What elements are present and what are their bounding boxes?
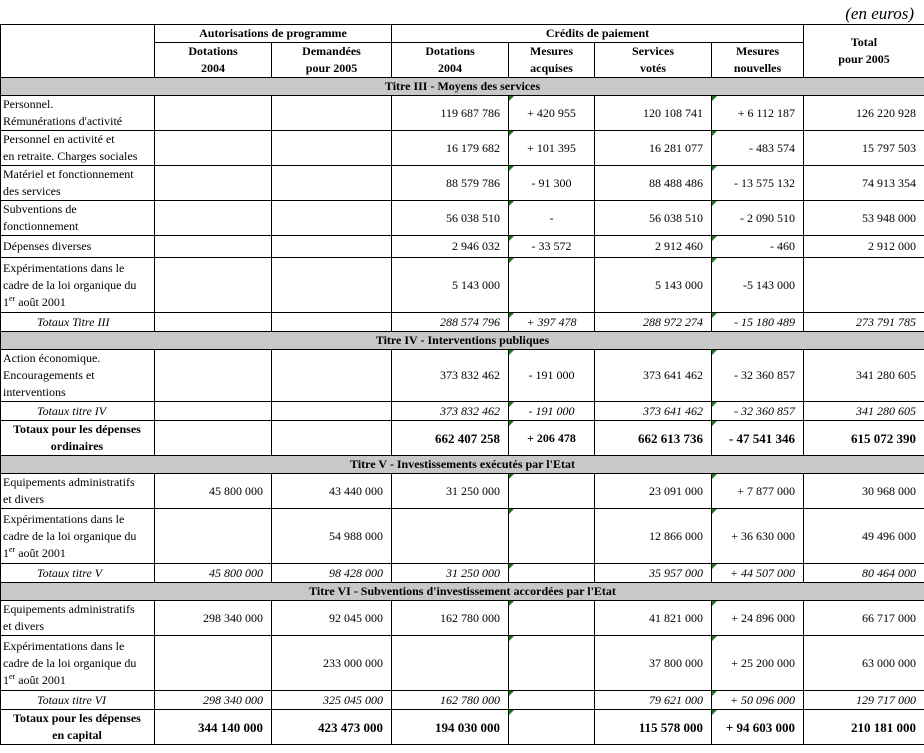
value-cell: + 44 507 000	[712, 564, 804, 583]
value-cell	[509, 636, 595, 691]
value-cell: 79 621 000	[595, 691, 712, 710]
value-cell: + 7 877 000	[712, 474, 804, 509]
row-label: Totaux titre IV	[1, 402, 155, 421]
value-cell: - 13 575 132	[712, 166, 804, 201]
value-cell: + 25 200 000	[712, 636, 804, 691]
row-label: Dépenses diverses	[1, 236, 155, 258]
row-label: Expérimentations dans le cadre de la loi organique du 1er août 2001	[1, 258, 155, 313]
value-cell	[509, 474, 595, 509]
value-cell: 56 038 510	[595, 201, 712, 236]
unit-caption: (en euros)	[845, 4, 914, 23]
value-cell: - 191 000	[509, 402, 595, 421]
row-label: Matériel et fonctionnement des services	[1, 166, 155, 201]
value-cell: + 206 478	[509, 421, 595, 456]
value-cell	[272, 421, 392, 456]
value-cell: 129 717 000	[804, 691, 924, 710]
value-cell: 56 038 510	[392, 201, 509, 236]
value-cell: 341 280 605	[804, 350, 924, 402]
row-label: Totaux Titre III	[1, 313, 155, 332]
value-cell: 273 791 785	[804, 313, 924, 332]
value-cell: - 91 300	[509, 166, 595, 201]
value-cell	[155, 509, 272, 564]
value-cell: 615 072 390	[804, 421, 924, 456]
value-cell	[272, 402, 392, 421]
value-cell: + 94 603 000	[712, 710, 804, 745]
section-title-v: Titre V - Investissements exécutés par l'Etat	[1, 456, 924, 474]
row-label: Totaux pour les dépenses en capital	[1, 710, 155, 745]
value-cell: 373 641 462	[595, 402, 712, 421]
value-cell: - 460	[712, 236, 804, 258]
value-cell	[155, 166, 272, 201]
value-cell: 66 717 000	[804, 601, 924, 636]
section-title-iii: Titre III - Moyens des services	[1, 78, 924, 96]
value-cell: 80 464 000	[804, 564, 924, 583]
value-cell: 373 832 462	[392, 402, 509, 421]
value-cell: + 101 395	[509, 131, 595, 166]
value-cell	[509, 691, 595, 710]
value-cell: 31 250 000	[392, 564, 509, 583]
value-cell	[509, 710, 595, 745]
value-cell: 37 800 000	[595, 636, 712, 691]
row-label: Equipements administratifs et divers	[1, 474, 155, 509]
value-cell: - 15 180 489	[712, 313, 804, 332]
value-cell: 288 972 274	[595, 313, 712, 332]
value-cell: - 2 090 510	[712, 201, 804, 236]
value-cell: 16 281 077	[595, 131, 712, 166]
value-cell	[272, 350, 392, 402]
value-cell: + 36 630 000	[712, 509, 804, 564]
value-cell	[804, 258, 924, 313]
value-cell: 115 578 000	[595, 710, 712, 745]
header-cp: Crédits de paiement	[392, 25, 804, 43]
section-title-vi: Titre VI - Subventions d'investissement accordées par l'Etat	[1, 583, 924, 601]
value-cell: 423 473 000	[272, 710, 392, 745]
header-col-mesures-acquises: Mesures acquises	[509, 43, 595, 78]
header-total: Total pour 2005	[804, 25, 924, 78]
value-cell: 344 140 000	[155, 710, 272, 745]
value-cell: 2 912 460	[595, 236, 712, 258]
row-label: Personnel. Rémunérations d'activité	[1, 96, 155, 131]
section-title-iv: Titre IV - Interventions publiques	[1, 332, 924, 350]
value-cell: - 32 360 857	[712, 402, 804, 421]
row-label: Equipements administratifs et divers	[1, 601, 155, 636]
value-cell: + 420 955	[509, 96, 595, 131]
value-cell: 43 440 000	[272, 474, 392, 509]
corner-cell	[1, 25, 155, 78]
value-cell: 662 407 258	[392, 421, 509, 456]
value-cell: - 33 572	[509, 236, 595, 258]
value-cell	[272, 96, 392, 131]
header-col-services-votes: Services votés	[595, 43, 712, 78]
value-cell	[509, 564, 595, 583]
budget-table	[0, 24, 924, 745]
value-cell: 298 340 000	[155, 691, 272, 710]
value-cell	[155, 258, 272, 313]
value-cell: + 24 896 000	[712, 601, 804, 636]
value-cell	[392, 509, 509, 564]
value-cell	[155, 402, 272, 421]
value-cell	[155, 636, 272, 691]
value-cell	[272, 236, 392, 258]
row-label: Totaux titre V	[1, 564, 155, 583]
value-cell: + 6 112 187	[712, 96, 804, 131]
value-cell	[509, 509, 595, 564]
value-cell: 74 913 354	[804, 166, 924, 201]
value-cell: 325 045 000	[272, 691, 392, 710]
value-cell: 88 488 486	[595, 166, 712, 201]
value-cell: 63 000 000	[804, 636, 924, 691]
row-label: Subventions de fonctionnement	[1, 201, 155, 236]
value-cell: - 32 360 857	[712, 350, 804, 402]
value-cell: 23 091 000	[595, 474, 712, 509]
value-cell: 88 579 786	[392, 166, 509, 201]
value-cell: 45 800 000	[155, 474, 272, 509]
value-cell: 662 613 736	[595, 421, 712, 456]
value-cell: 210 181 000	[804, 710, 924, 745]
header-col-mesures-nouvelles: Mesures nouvelles	[712, 43, 804, 78]
header-col-dotations-cp: Dotations 2004	[392, 43, 509, 78]
value-cell	[509, 601, 595, 636]
value-cell: 288 574 796	[392, 313, 509, 332]
value-cell	[155, 236, 272, 258]
row-label: Expérimentations dans le cadre de la loi organique du 1er août 2001	[1, 636, 155, 691]
value-cell	[272, 258, 392, 313]
row-label: Expérimentations dans le cadre de la loi organique du 1er août 2001	[1, 509, 155, 564]
value-cell: 49 496 000	[804, 509, 924, 564]
value-cell: 373 641 462	[595, 350, 712, 402]
value-cell	[272, 166, 392, 201]
value-cell: 54 988 000	[272, 509, 392, 564]
value-cell: + 50 096 000	[712, 691, 804, 710]
value-cell: 126 220 928	[804, 96, 924, 131]
value-cell	[509, 258, 595, 313]
value-cell: 162 780 000	[392, 601, 509, 636]
value-cell: 41 821 000	[595, 601, 712, 636]
row-label: Personnel en activité et en retraite. Charges sociales	[1, 131, 155, 166]
value-cell: 98 428 000	[272, 564, 392, 583]
value-cell: 12 866 000	[595, 509, 712, 564]
value-cell	[155, 313, 272, 332]
value-cell	[272, 131, 392, 166]
value-cell: - 483 574	[712, 131, 804, 166]
value-cell: 45 800 000	[155, 564, 272, 583]
header-col-dotations-ap: Dotations 2004	[155, 43, 272, 78]
header-ap: Autorisations de programme	[155, 25, 392, 43]
value-cell: - 47 541 346	[712, 421, 804, 456]
value-cell: 162 780 000	[392, 691, 509, 710]
value-cell	[155, 96, 272, 131]
header-col-demandees: Demandées pour 2005	[272, 43, 392, 78]
row-label: Totaux titre VI	[1, 691, 155, 710]
value-cell: 15 797 503	[804, 131, 924, 166]
value-cell: 2 912 000	[804, 236, 924, 258]
value-cell: -	[509, 201, 595, 236]
row-label: Action économique. Encouragements et interventions	[1, 350, 155, 402]
value-cell: 35 957 000	[595, 564, 712, 583]
row-label: Totaux pour les dépenses ordinaires	[1, 421, 155, 456]
value-cell: 194 030 000	[392, 710, 509, 745]
value-cell: 341 280 605	[804, 402, 924, 421]
value-cell	[155, 350, 272, 402]
value-cell	[272, 313, 392, 332]
value-cell: 373 832 462	[392, 350, 509, 402]
value-cell: -5 143 000	[712, 258, 804, 313]
value-cell: + 397 478	[509, 313, 595, 332]
value-cell: 5 143 000	[595, 258, 712, 313]
value-cell: 30 968 000	[804, 474, 924, 509]
value-cell: 119 687 786	[392, 96, 509, 131]
value-cell	[272, 201, 392, 236]
value-cell: 31 250 000	[392, 474, 509, 509]
value-cell: 92 045 000	[272, 601, 392, 636]
value-cell: 233 000 000	[272, 636, 392, 691]
value-cell	[155, 201, 272, 236]
value-cell	[155, 131, 272, 166]
value-cell: 120 108 741	[595, 96, 712, 131]
value-cell: 2 946 032	[392, 236, 509, 258]
value-cell	[392, 636, 509, 691]
value-cell	[155, 421, 272, 456]
value-cell: 298 340 000	[155, 601, 272, 636]
value-cell: 16 179 682	[392, 131, 509, 166]
value-cell: 5 143 000	[392, 258, 509, 313]
value-cell: - 191 000	[509, 350, 595, 402]
value-cell: 53 948 000	[804, 201, 924, 236]
